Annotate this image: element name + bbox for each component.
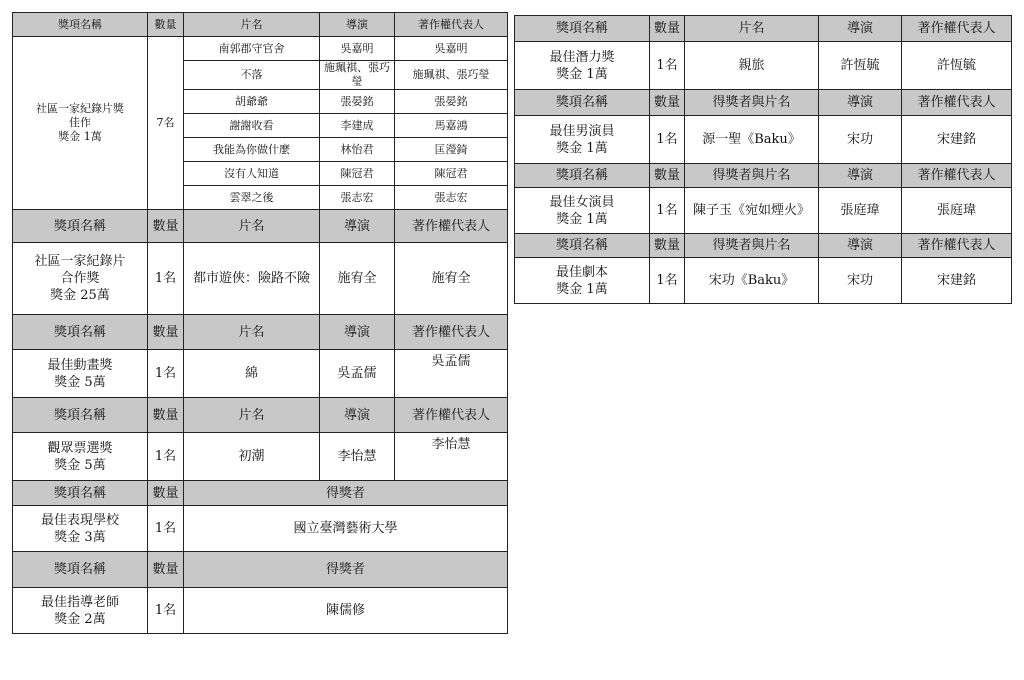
header-row [515,90,1012,116]
award-name: 最佳劇本 獎金 1萬 [515,258,650,304]
header-award: 獎項名稱 [515,164,650,188]
director-name: 張庭瑋 [819,188,902,234]
rights-holder: 匡瀅錡 [395,138,508,162]
header-count: 數量 [148,210,184,243]
director-name: 許恆毓 [819,42,902,90]
director-name: 施珮祺、張巧瑩 [320,61,395,90]
header-count: 數量 [148,552,184,588]
header-award: 獎項名稱 [13,398,148,433]
header-award: 獎項名稱 [13,315,148,350]
rights-holder: 施宥全 [395,243,508,315]
header-count: 數量 [148,398,184,433]
rights-holder: 宋建銘 [902,258,1012,304]
director-name: 李怡慧 [320,433,395,481]
film-title: 胡爺爺 [184,90,320,114]
header-film: 片名 [184,315,320,350]
table-row [515,188,1012,234]
award-name: 最佳潛力獎 獎金 1萬 [515,42,650,90]
header-rights: 著作權代表人 [902,16,1012,42]
header-winner-film: 得獎者與片名 [685,90,819,116]
film-title: 都市遊俠：險路不險 [184,243,320,315]
award-count: 1名 [650,116,685,164]
table-row [13,243,508,315]
header-row [13,552,508,588]
header-row [515,16,1012,42]
rights-holder: 施珮祺、張巧瑩 [395,61,508,90]
header-rights: 著作權代表人 [395,210,508,243]
award-name: 社區一家紀錄片獎 佳作 獎金 1萬 [13,37,148,210]
header-count: 數量 [148,481,184,506]
rights-holder: 宋建銘 [902,116,1012,164]
film-title: 親旅 [685,42,819,90]
director-name: 吳孟儒 [320,350,395,398]
director-name: 張晏銘 [320,90,395,114]
table-row [515,116,1012,164]
rights-holder: 張庭瑋 [902,188,1012,234]
header-winner: 得獎者 [184,481,508,506]
award-count: 7名 [148,37,184,210]
table-row [13,588,508,634]
award-name: 最佳男演員 獎金 1萬 [515,116,650,164]
director-name: 張志宏 [320,186,395,210]
header-rights: 著作權代表人 [902,234,1012,258]
header-film: 片名 [184,13,320,37]
header-winner-film: 得獎者與片名 [685,234,819,258]
director-name: 陳冠君 [320,162,395,186]
header-award: 獎項名稱 [515,90,650,116]
header-count: 數量 [650,90,685,116]
header-row [13,13,508,37]
header-film: 片名 [184,210,320,243]
header-row [13,210,508,243]
header-director: 導演 [320,315,395,350]
award-name: 社區一家紀錄片 合作獎 獎金 25萬 [13,243,148,315]
header-rights: 著作權代表人 [902,90,1012,116]
award-count: 1名 [148,588,184,634]
header-count: 數量 [148,315,184,350]
left-awards-table [12,12,508,634]
header-count: 數量 [650,234,685,258]
header-film: 片名 [685,16,819,42]
header-rights: 著作權代表人 [902,164,1012,188]
header-director: 導演 [320,13,395,37]
table-row [515,258,1012,304]
header-count: 數量 [148,13,184,37]
winner-and-film: 陳子玉《宛如煙火》 [685,188,819,234]
film-title: 不落 [184,61,320,90]
award-count: 1名 [148,433,184,481]
header-row [13,398,508,433]
header-count: 數量 [650,164,685,188]
header-film: 片名 [184,398,320,433]
rights-holder: 許恆毓 [902,42,1012,90]
header-director: 導演 [320,210,395,243]
film-title: 初潮 [184,433,320,481]
header-award: 獎項名稱 [13,481,148,506]
film-title: 我能為你做什麼 [184,138,320,162]
winner-name: 國立臺灣藝術大學 [184,506,508,552]
header-rights: 著作權代表人 [395,398,508,433]
header-count: 數量 [650,16,685,42]
director-name: 宋功 [819,116,902,164]
director-name: 吳嘉明 [320,37,395,61]
film-title: 謝謝收看 [184,114,320,138]
header-winner: 得獎者 [184,552,508,588]
award-count: 1名 [650,258,685,304]
rights-holder: 李怡慧 [395,433,508,481]
winner-and-film: 源一聖《Baku》 [685,116,819,164]
award-name: 觀眾票選獎 獎金 5萬 [13,433,148,481]
table-row [13,350,508,398]
winner-name: 陳儒修 [184,588,508,634]
winner-and-film: 宋功《Baku》 [685,258,819,304]
film-title: 雲翠之後 [184,186,320,210]
header-award: 獎項名稱 [13,210,148,243]
header-award: 獎項名稱 [515,16,650,42]
table-row [13,37,508,61]
award-count: 1名 [650,188,685,234]
header-award: 獎項名稱 [515,234,650,258]
rights-holder: 陳冠君 [395,162,508,186]
rights-holder: 張晏銘 [395,90,508,114]
header-rights: 著作權代表人 [395,315,508,350]
director-name: 施宥全 [320,243,395,315]
rights-holder: 吳嘉明 [395,37,508,61]
director-name: 林怡君 [320,138,395,162]
award-count: 1名 [650,42,685,90]
header-rights: 著作權代表人 [395,13,508,37]
header-award: 獎項名稱 [13,552,148,588]
header-director: 導演 [819,90,902,116]
director-name: 李建成 [320,114,395,138]
rights-holder: 吳孟儒 [395,350,508,398]
award-name: 最佳動畫獎 獎金 5萬 [13,350,148,398]
film-title: 綿 [184,350,320,398]
header-award: 獎項名稱 [13,13,148,37]
header-director: 導演 [819,234,902,258]
header-director: 導演 [819,16,902,42]
film-title: 南郭郡守官舍 [184,37,320,61]
header-row [13,315,508,350]
table-row [13,506,508,552]
award-name: 最佳表現學校 獎金 3萬 [13,506,148,552]
award-count: 1名 [148,506,184,552]
right-awards-table [514,15,1012,304]
table-row [13,433,508,481]
film-title: 沒有人知道 [184,162,320,186]
award-name: 最佳指導老師 獎金 2萬 [13,588,148,634]
header-director: 導演 [320,398,395,433]
award-count: 1名 [148,350,184,398]
header-director: 導演 [819,164,902,188]
header-row [515,164,1012,188]
director-name: 宋功 [819,258,902,304]
award-count: 1名 [148,243,184,315]
header-winner-film: 得獎者與片名 [685,164,819,188]
rights-holder: 馬嘉鴻 [395,114,508,138]
rights-holder: 張志宏 [395,186,508,210]
header-row [13,481,508,506]
award-name: 最佳女演員 獎金 1萬 [515,188,650,234]
header-row [515,234,1012,258]
table-row [515,42,1012,90]
